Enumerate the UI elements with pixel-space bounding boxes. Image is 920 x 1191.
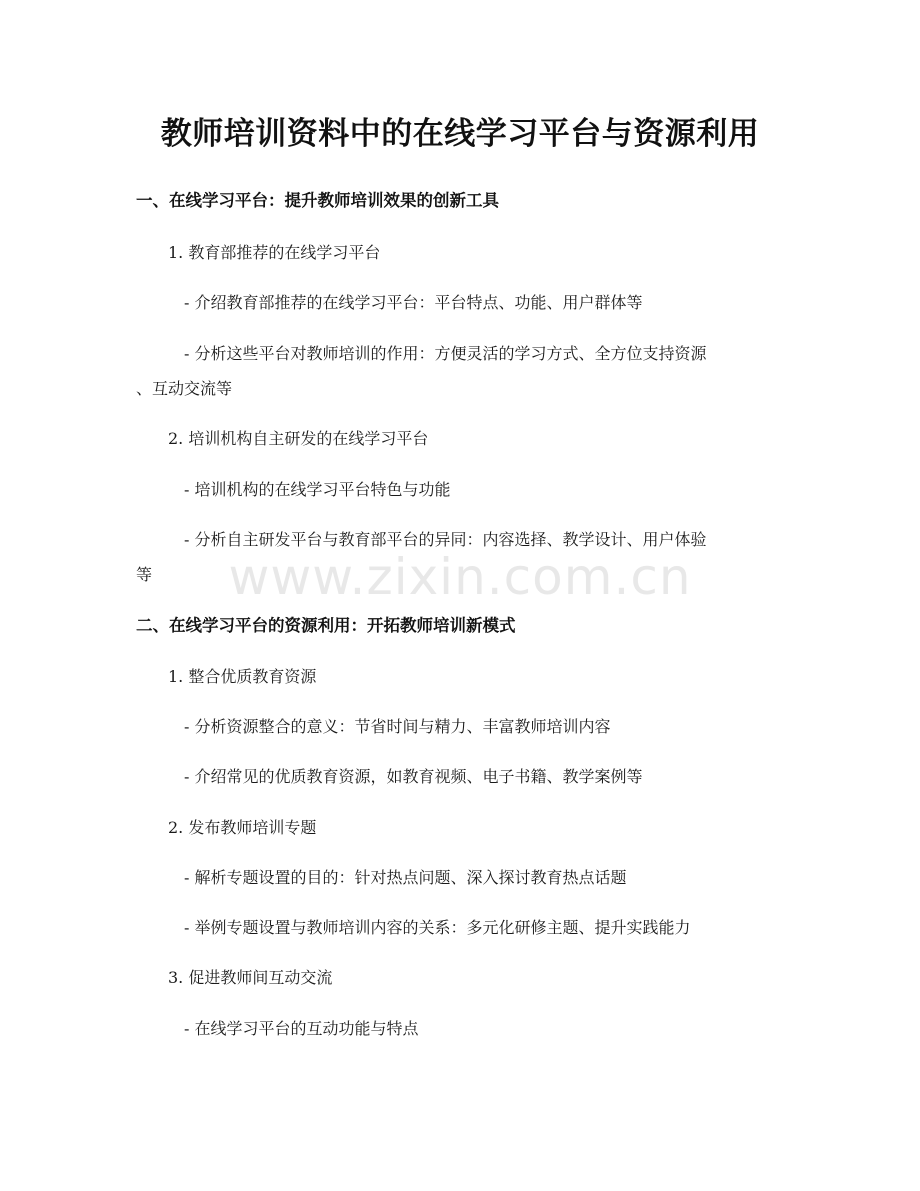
list-item-label: 1. 整合优质教育资源	[168, 667, 317, 686]
list-item-label: 2. 发布教师培训专题	[168, 818, 317, 837]
list-item-label: 1. 教育部推荐的在线学习平台	[168, 243, 381, 262]
list-item-point: - 分析这些平台对教师培训的作用：方便灵活的学习方式、全方位支持资源	[184, 344, 707, 363]
list-item-point: - 分析自主研发平台与教育部平台的异同：内容选择、教学设计、用户体验	[184, 530, 707, 549]
list-item-label: 2. 培训机构自主研发的在线学习平台	[168, 429, 429, 448]
list-item-point: - 介绍教育部推荐的在线学习平台：平台特点、功能、用户群体等	[184, 293, 643, 312]
document-title: 教师培训资料中的在线学习平台与资源利用	[160, 116, 760, 152]
section-heading-2: 二、在线学习平台的资源利用：开拓教师培训新模式	[136, 616, 516, 635]
list-item-point: - 解析专题设置的目的：针对热点问题、深入探讨教育热点话题	[184, 868, 627, 887]
list-item-point-continuation: 、互动交流等	[136, 379, 233, 398]
list-item-point: - 在线学习平台的互动功能与特点	[184, 1019, 419, 1038]
list-item-point: - 培训机构的在线学习平台特色与功能	[184, 480, 451, 499]
list-item-point-continuation: 等	[136, 565, 153, 584]
list-item-point: - 介绍常见的优质教育资源，如教育视频、电子书籍、教学案例等	[184, 767, 643, 786]
list-item-point: - 举例专题设置与教师培训内容的关系：多元化研修主题、提升实践能力	[184, 918, 691, 937]
watermark: www.zixin.com.cn	[228, 548, 692, 606]
list-item-point: - 分析资源整合的意义：节省时间与精力、丰富教师培训内容	[184, 717, 611, 736]
list-item-label: 3. 促进教师间互动交流	[168, 968, 333, 987]
section-heading-1: 一、在线学习平台：提升教师培训效果的创新工具	[136, 191, 499, 210]
